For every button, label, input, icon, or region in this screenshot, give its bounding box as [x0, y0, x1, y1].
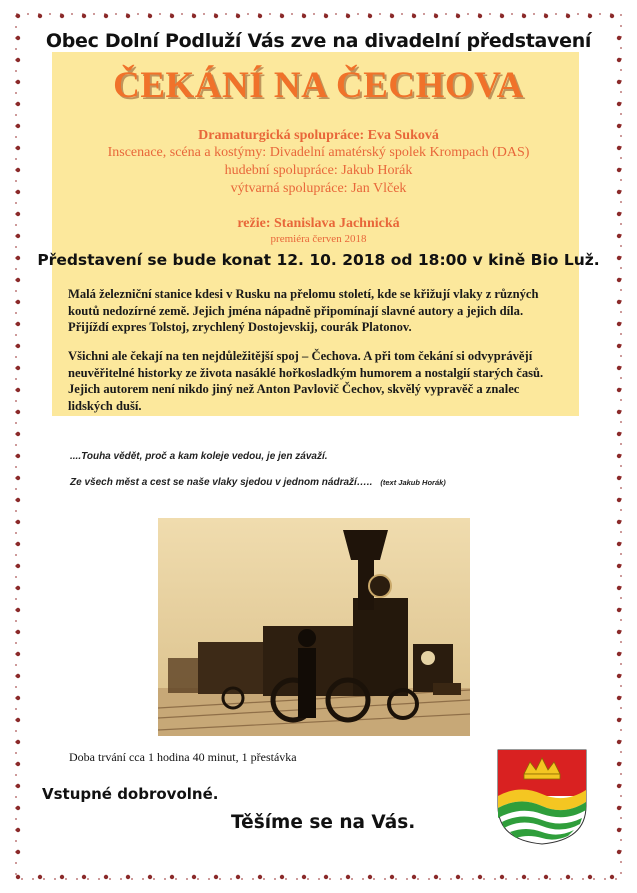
duration-info: Doba trvání cca 1 hodina 40 minut, 1 přestávka	[69, 750, 297, 764]
credit-art: výtvarná spolupráce: Jan Vlček	[230, 181, 407, 196]
border-dot	[16, 476, 20, 480]
border-dot	[544, 875, 548, 879]
border-dot	[148, 875, 152, 879]
border-dot	[82, 14, 86, 18]
border-dot	[16, 300, 20, 304]
invitation-headline: Obec Dolní Podluží Vás zve na divadelní představení	[45, 30, 592, 52]
border-dot	[522, 875, 526, 879]
border-dot	[500, 14, 504, 18]
border-dot	[16, 564, 20, 568]
border-dot	[324, 14, 328, 18]
border-dot	[617, 454, 621, 458]
border-dot	[617, 630, 621, 634]
border-dot	[258, 875, 262, 879]
border-dot	[412, 875, 416, 879]
border-dot	[16, 14, 20, 18]
quote-text: Ze všech měst a cest se naše vlaky sjedou v jednom nádraží…..	[70, 477, 373, 488]
border-dot	[16, 454, 20, 458]
director-credit: režie: Stanislava Jachnická	[237, 216, 400, 231]
border-dot	[16, 850, 20, 854]
border-dot	[16, 278, 20, 282]
border-dot	[16, 520, 20, 524]
play-title: ČEKÁNÍ NA ČECHOVA	[113, 65, 524, 106]
border-dot	[434, 875, 438, 879]
border-dot	[60, 875, 64, 879]
description-line: neuvěřitelné historky ze života nasáklé hořkosladkým humorem a nostalgií starých časů.	[68, 365, 544, 380]
border-dot	[170, 14, 174, 18]
border-dot	[16, 718, 20, 722]
village-coat-of-arms-logo	[496, 748, 588, 846]
quote-line-1: ....Touha vědět, proč a kam koleje vedou, je jen závaží.	[70, 451, 328, 462]
border-dot	[16, 542, 20, 546]
border-dot	[16, 674, 20, 678]
credit-music: hudební spolupráce: Jakub Horák	[224, 163, 413, 178]
border-dot	[368, 875, 372, 879]
border-dot	[82, 875, 86, 879]
border-dot	[60, 14, 64, 18]
border-dot	[302, 14, 306, 18]
description-line: Malá železniční stanice kdesi v Rusku na přelomu století, kde se křižují vlaky z různých	[68, 287, 539, 301]
border-dot	[617, 784, 621, 788]
border-dot	[588, 875, 592, 879]
showtime-info: Představení se bude konat 12. 10. 2018 od 18:00 v kině Bio Luž.	[37, 251, 600, 269]
border-dot	[16, 322, 20, 326]
steam-locomotive-photo	[158, 518, 470, 736]
border-dot	[346, 14, 350, 18]
border-dot	[478, 875, 482, 879]
border-dot	[566, 14, 570, 18]
border-dot	[500, 875, 504, 879]
border-dot	[478, 14, 482, 18]
border-dot	[390, 875, 394, 879]
border-dot	[214, 875, 218, 879]
border-dot	[588, 14, 592, 18]
border-dot	[456, 14, 460, 18]
border-dot	[236, 875, 240, 879]
border-dot	[280, 14, 284, 18]
border-dot	[610, 875, 614, 879]
border-dot	[16, 630, 20, 634]
quote-author: (text Jakub Horák)	[380, 478, 446, 487]
border-dot	[617, 366, 621, 370]
border-dot	[617, 674, 621, 678]
border-dot	[258, 14, 262, 18]
border-dot	[148, 14, 152, 18]
border-dot	[16, 388, 20, 392]
border-dot	[16, 586, 20, 590]
description-line: koutů nedozírné země. Jejich jména nápadně připomínají slavné autory a jejich díla.	[68, 303, 524, 318]
border-dot	[16, 58, 20, 62]
border-dot	[617, 564, 621, 568]
border-dot	[368, 14, 372, 18]
entry-fee-text: Vstupné dobrovolné.	[42, 785, 219, 803]
premiere-date: premiéra červen 2018	[270, 233, 367, 245]
border-dot	[617, 762, 621, 766]
border-dot	[617, 278, 621, 282]
border-dot	[324, 875, 328, 879]
border-dot	[434, 14, 438, 18]
border-dot	[617, 850, 621, 854]
border-dot	[38, 875, 42, 879]
border-dot	[617, 322, 621, 326]
credit-dramaturgy: Dramaturgická spolupráce: Eva Suková	[198, 128, 439, 143]
description-paragraph-1	[68, 286, 572, 336]
quote-line-2	[70, 477, 446, 488]
border-dot	[390, 14, 394, 18]
border-dot	[38, 14, 42, 18]
border-dot	[192, 875, 196, 879]
border-dot	[170, 875, 174, 879]
border-dot	[16, 608, 20, 612]
border-dot	[456, 875, 460, 879]
border-dot	[16, 740, 20, 744]
closing-greeting: Těšíme se na Vás.	[231, 812, 416, 833]
border-dot	[617, 388, 621, 392]
border-dot	[617, 520, 621, 524]
border-dot	[617, 806, 621, 810]
border-dot	[16, 806, 20, 810]
border-dot	[16, 410, 20, 414]
border-dot	[617, 740, 621, 744]
border-dot	[617, 718, 621, 722]
border-dot	[16, 652, 20, 656]
border-dot	[617, 696, 621, 700]
border-dot	[617, 608, 621, 612]
border-dot	[16, 762, 20, 766]
border-dot	[566, 875, 570, 879]
border-dot	[617, 586, 621, 590]
border-dot	[16, 344, 20, 348]
border-dot	[16, 696, 20, 700]
border-dot	[192, 14, 196, 18]
border-dot	[610, 14, 614, 18]
border-dot	[16, 828, 20, 832]
border-dot	[16, 432, 20, 436]
border-dot	[617, 344, 621, 348]
border-dot	[16, 875, 20, 879]
border-dot	[617, 58, 621, 62]
border-dot	[16, 498, 20, 502]
border-dot	[544, 14, 548, 18]
border-dot	[617, 542, 621, 546]
border-dot	[412, 14, 416, 18]
border-dot	[214, 14, 218, 18]
border-dot	[346, 875, 350, 879]
border-dot	[280, 875, 284, 879]
border-dot	[617, 432, 621, 436]
border-dot	[617, 300, 621, 304]
border-dot	[126, 875, 130, 879]
border-dot	[104, 875, 108, 879]
description-line: lidských duší.	[68, 398, 142, 413]
border-dot	[617, 652, 621, 656]
border-dot	[617, 476, 621, 480]
border-dot	[617, 828, 621, 832]
description-line: Všichni ale čekají na ten nejdůležitější spoj – Čechova. A při tom čekání si odvyprávějí	[68, 349, 533, 363]
border-dot	[16, 366, 20, 370]
border-dot	[302, 875, 306, 879]
description-paragraph-2	[68, 348, 572, 414]
border-dot	[617, 410, 621, 414]
border-dot	[522, 14, 526, 18]
border-dot	[16, 784, 20, 788]
description-line: Jejich autorem není nikdo jiný než Anton Pavlovič Čechov, skvělý vypravěč a znalec	[68, 382, 520, 396]
border-dot	[126, 14, 130, 18]
border-dot	[104, 14, 108, 18]
description-line: Přijíždí expres Tolstoj, zrychlený Dostojevskij, courák Platonov.	[68, 320, 412, 334]
border-dot	[617, 498, 621, 502]
credit-staging: Inscenace, scéna a kostýmy: Divadelní amatérský spolek Krompach (DAS)	[107, 145, 530, 160]
border-dot	[236, 14, 240, 18]
